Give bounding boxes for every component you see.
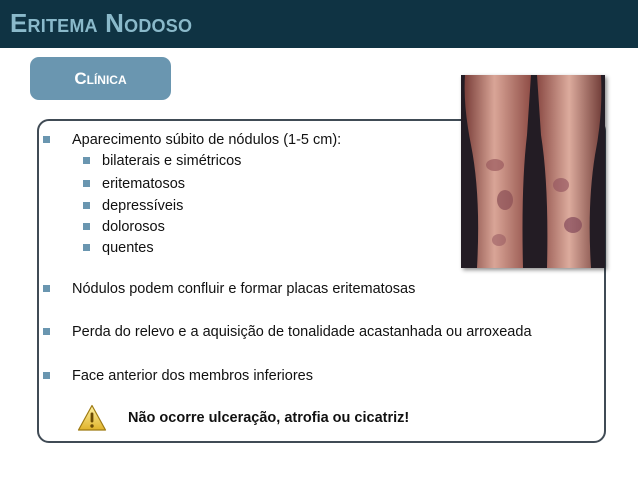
bullet-square-icon (43, 328, 50, 335)
bullet-square-icon (43, 372, 50, 379)
bullet-text: Aparecimento súbito de nódulos (1-5 cm): (72, 132, 342, 148)
bullet-square-icon (43, 136, 50, 143)
bullet-square-icon (43, 285, 50, 292)
sub-bullet-text: dolorosos (102, 219, 165, 235)
legs-photo (461, 75, 605, 268)
bullet-square-icon (83, 244, 90, 251)
sub-bullet-text: quentes (102, 240, 154, 256)
legs-photo-drawing (461, 75, 605, 268)
sub-bullet-text: bilaterais e simétricos (102, 153, 242, 169)
warning-text: Não ocorre ulceração, atrofia ou cicatriz! (128, 410, 410, 426)
sub-bullet-text: eritematosos (102, 176, 186, 192)
slide-title: Eritema Nodoso (10, 8, 193, 38)
warning-triangle-icon (77, 404, 107, 432)
bullet-text: Perda do relevo e a aquisição de tonalidade acastanhada ou arroxeada (72, 324, 532, 340)
title-bar (0, 0, 638, 48)
bullet-square-icon (83, 180, 90, 187)
bullet-square-icon (83, 202, 90, 209)
sub-bullet-text: depressíveis (102, 198, 184, 214)
bullet-text: Nódulos podem confluir e formar placas eritematosas (72, 281, 416, 297)
bullet-square-icon (83, 223, 90, 230)
bullet-square-icon (83, 157, 90, 164)
bullet-text: Face anterior dos membros inferiores (72, 368, 313, 384)
section-tab-clinica: Clínica (30, 57, 171, 100)
